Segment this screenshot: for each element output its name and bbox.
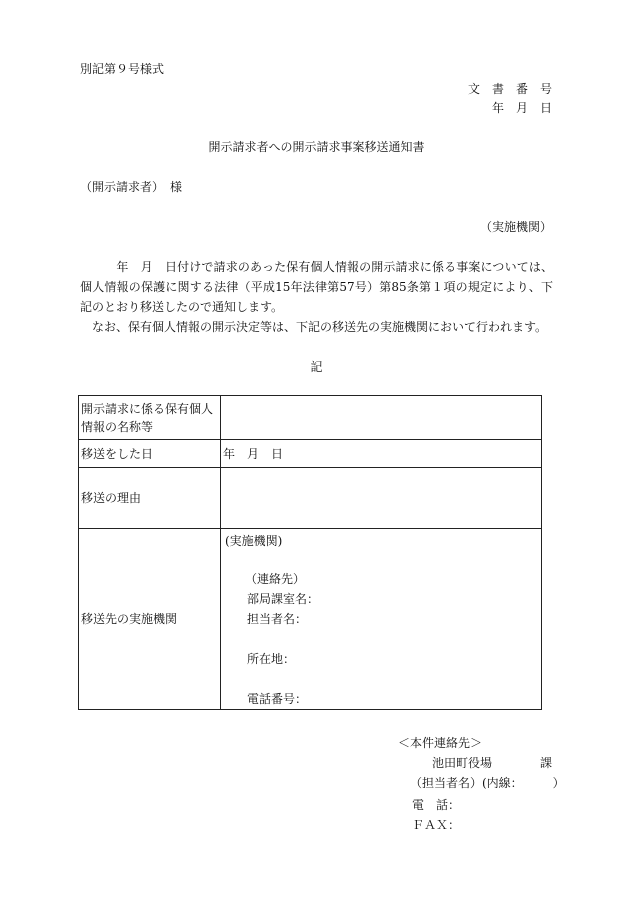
contact-tel: 電 話：	[412, 798, 461, 812]
body-paragraph-2: なお、保有個人情報の開示決定等は、下記の移送先の実施機関において行われます。	[80, 320, 548, 334]
table-row	[79, 529, 542, 710]
dest-phone: 電話番号：	[247, 692, 308, 706]
contact-section: 課	[540, 756, 553, 770]
contact-fax: ＦＡＸ：	[412, 818, 461, 832]
dest-department: 部局課室名：	[247, 592, 320, 606]
ki-heading: 記	[310, 360, 323, 374]
addressee: （開示請求者） 様	[80, 180, 183, 194]
document-date-label: 年 月 日	[491, 101, 552, 115]
contact-person: （担当者名）(内線： ）	[410, 776, 565, 790]
table-row	[79, 440, 542, 468]
body-paragraph-1: 年 月 日付けで請求のあった保有個人情報の開示請求に係る事案については、個人情報の保護に関する法律（平成15年法律第57号）第85条第１項の規定により、下記のとおり移送したので通知します。	[80, 260, 553, 314]
label-transfer-reason: 移送の理由	[79, 468, 221, 529]
label-personal-info-name: 開示請求に係る保有個人情報の名称等	[79, 396, 221, 440]
value-personal-info-name	[221, 396, 542, 440]
dest-contact-heading: （連絡先）	[245, 572, 306, 586]
label-destination-agency: 移送先の実施機関	[79, 529, 221, 710]
label-transfer-date: 移送をした日	[79, 440, 221, 468]
issuing-agency: （実施機関）	[479, 220, 552, 234]
page-title: 開示請求者への開示請求事案移送通知書	[208, 140, 425, 154]
dest-person: 担当者名：	[247, 612, 308, 626]
dest-address: 所在地：	[247, 652, 296, 666]
value-transfer-date: 年 月 日	[221, 440, 542, 468]
form-number: 別記第９号様式	[80, 62, 165, 76]
contact-office: 池田町役場	[432, 756, 493, 770]
value-transfer-reason	[221, 468, 542, 529]
dest-agency: (実施機関)	[225, 534, 283, 548]
table-row	[79, 396, 542, 440]
document-number-label: 文 書 番 号	[467, 82, 552, 96]
transfer-details-table	[78, 395, 542, 710]
contact-heading: ＜本件連絡先＞	[398, 736, 483, 750]
value-destination-agency	[221, 529, 542, 710]
table-row	[79, 468, 542, 529]
